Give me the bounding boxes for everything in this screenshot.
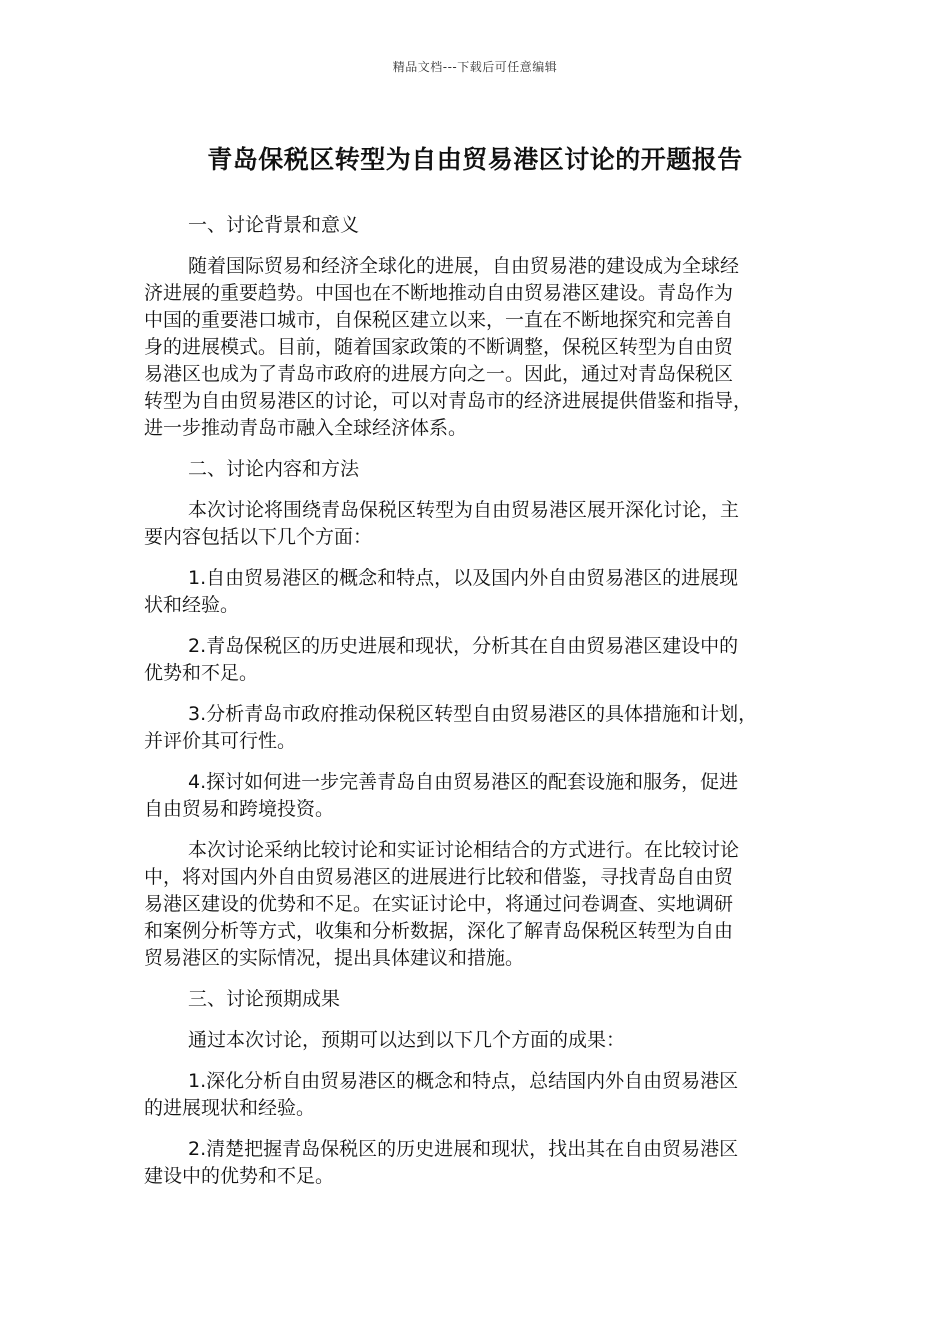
paragraph-line: 中，将对国内外自由贸易港区的进展进行比较和借鉴，寻找青岛自由贸 xyxy=(144,866,734,888)
paragraph-line: 1.深化分析自由贸易港区的概念和特点，总结国内外自由贸易港区 xyxy=(188,1070,739,1092)
paragraph-line: 三、讨论预期成果 xyxy=(188,988,341,1010)
paragraph-line: 二、讨论内容和方法 xyxy=(188,458,360,480)
paragraph xyxy=(144,1136,799,1190)
paragraph xyxy=(144,497,799,551)
paragraph-line: 状和经验。 xyxy=(144,594,240,616)
document-body xyxy=(144,212,799,1204)
paragraph-line: 转型为自由贸易港区的讨论，可以对青岛市的经济进展提供借鉴和指导， xyxy=(144,390,753,412)
paragraph-line: 2.青岛保税区的历史进展和现状，分析其在自由贸易港区建设中的 xyxy=(188,635,739,657)
paragraph-line: 4.探讨如何进一步完善青岛自由贸易港区的配套设施和服务，促进 xyxy=(188,771,739,793)
document-title: 青岛保税区转型为自由贸易港区讨论的开题报告 xyxy=(207,145,743,174)
paragraph-line: 要内容包括以下几个方面： xyxy=(144,526,373,548)
paragraph xyxy=(144,633,799,687)
paragraph-line: 本次讨论采纳比较讨论和实证讨论相结合的方式进行。在比较讨论 xyxy=(188,839,740,861)
page-header: 精品文档---下载后可任意编辑 xyxy=(392,60,558,74)
paragraph-line: 济进展的重要趋势。中国也在不断地推动自由贸易港区建设。青岛作为 xyxy=(144,282,734,304)
paragraph xyxy=(144,837,799,972)
paragraph-line: 易港区也成为了青岛市政府的进展方向之一。因此，通过对青岛保税区 xyxy=(144,363,734,385)
paragraph xyxy=(144,1027,799,1054)
paragraph-line: 并评价其可行性。 xyxy=(144,730,297,752)
paragraph xyxy=(144,456,799,483)
paragraph-line: 和案例分析等方式，收集和分析数据，深化了解青岛保税区转型为自由 xyxy=(144,920,734,942)
paragraph-line: 的进展现状和经验。 xyxy=(144,1097,316,1119)
paragraph-line: 通过本次讨论，预期可以达到以下几个方面的成果： xyxy=(188,1029,626,1051)
paragraph xyxy=(144,253,799,442)
paragraph xyxy=(144,565,799,619)
paragraph xyxy=(144,986,799,1013)
paragraph-line: 2.清楚把握青岛保税区的历史进展和现状，找出其在自由贸易港区 xyxy=(188,1138,739,1160)
paragraph xyxy=(144,769,799,823)
paragraph-line: 一、讨论背景和意义 xyxy=(188,214,360,236)
paragraph-line: 本次讨论将围绕青岛保税区转型为自由贸易港区展开深化讨论，主 xyxy=(188,499,740,521)
paragraph-line: 贸易港区的实际情况，提出具体建议和措施。 xyxy=(144,947,525,969)
paragraph xyxy=(144,212,799,239)
paragraph-line: 易港区建设的优势和不足。在实证讨论中，将通过问卷调查、实地调研 xyxy=(144,893,734,915)
paragraph-line: 优势和不足。 xyxy=(144,662,259,684)
paragraph-line: 建设中的优势和不足。 xyxy=(144,1165,335,1187)
paragraph-line: 进一步推动青岛市融入全球经济体系。 xyxy=(144,417,468,439)
paragraph-line: 3.分析青岛市政府推动保税区转型自由贸易港区的具体措施和计划， xyxy=(188,703,758,725)
paragraph xyxy=(144,701,799,755)
paragraph-line: 随着国际贸易和经济全球化的进展，自由贸易港的建设成为全球经 xyxy=(188,255,740,277)
paragraph-line: 1.自由贸易港区的概念和特点，以及国内外自由贸易港区的进展现 xyxy=(188,567,739,589)
paragraph xyxy=(144,1068,799,1122)
paragraph-line: 身的进展模式。目前，随着国家政策的不断调整，保税区转型为自由贸 xyxy=(144,336,734,358)
paragraph-line: 中国的重要港口城市，自保税区建立以来，一直在不断地探究和完善自 xyxy=(144,309,734,331)
paragraph-line: 自由贸易和跨境投资。 xyxy=(144,798,335,820)
